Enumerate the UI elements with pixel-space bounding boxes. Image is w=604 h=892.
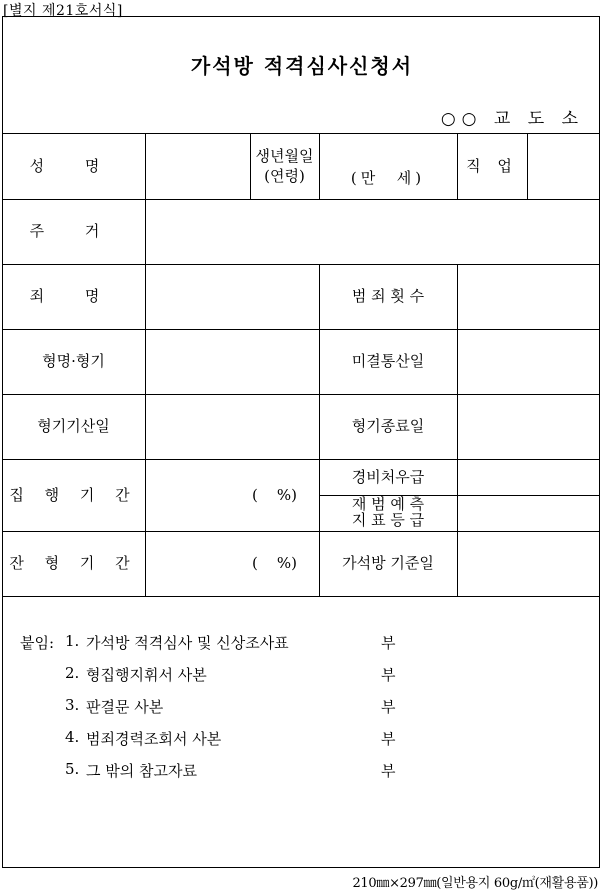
label-age: (연령) <box>264 167 305 185</box>
attachment-no: 4. <box>65 728 80 746</box>
attachment-text: 판결문 사본 <box>86 698 164 716</box>
label-recidivism <box>319 495 457 531</box>
attachment-no: 5. <box>65 760 80 778</box>
col-line <box>527 133 528 199</box>
institution-name: ○○ 교 도 소 <box>440 109 584 129</box>
age-field: (만 세) <box>350 168 426 187</box>
attachment-no: 1. <box>65 632 80 650</box>
form-number: [별지 제21호서식] <box>3 3 123 19</box>
table-bottom-line <box>2 596 600 597</box>
label-crime: 죄 명 <box>29 287 118 306</box>
served-percent: ( %) <box>251 485 298 504</box>
label-parole-base: 가석방 기준일 <box>342 554 434 573</box>
label-sentence: 형명·형기 <box>42 352 105 371</box>
label-served: 집 행 기 간 <box>9 485 138 504</box>
label-crime-count: 범 죄 횟 수 <box>351 287 425 306</box>
attachment-text: 가석방 적격심사 및 신상조사표 <box>86 634 289 652</box>
label-address: 주 거 <box>29 222 118 241</box>
label-recidivism-line2: 지 표 등 급 <box>351 511 425 529</box>
label-name: 성 명 <box>29 156 118 175</box>
attachment-no: 2. <box>65 664 80 682</box>
attachment-unit: 부 <box>381 698 396 716</box>
form-title: 가석방 적격심사신청서 <box>190 54 414 78</box>
attachment-unit: 부 <box>381 666 396 684</box>
attachment-text: 그 밖의 참고자료 <box>86 762 197 780</box>
label-term-start: 형기기산일 <box>37 417 110 436</box>
attachment-text: 형집행지휘서 사본 <box>86 666 207 684</box>
label-job: 직 업 <box>466 156 518 175</box>
attachment-unit: 부 <box>381 730 396 748</box>
attachment-unit: 부 <box>381 634 396 652</box>
label-recidivism-line1: 재 범 예 측 <box>351 495 425 514</box>
attachments-prefix: 붙임: <box>20 634 55 652</box>
attachment-no: 3. <box>65 696 80 714</box>
remaining-percent: ( %) <box>251 554 298 573</box>
label-birth-date: 생년월일 <box>255 146 314 165</box>
paper-spec: 210㎜×297㎜(일반용지 60g/㎡(재활용품)) <box>352 876 598 891</box>
label-term-end: 형기종료일 <box>351 417 425 436</box>
col-line <box>145 133 146 596</box>
attachment-text: 범죄경력조회서 사본 <box>86 730 222 748</box>
col-line <box>457 264 458 596</box>
label-remaining: 잔 형 기 간 <box>9 554 138 573</box>
attachment-unit: 부 <box>381 762 396 780</box>
label-guard-level: 경비처우급 <box>351 467 425 486</box>
label-unconfined-days: 미결통산일 <box>351 352 425 371</box>
label-birth <box>250 136 319 196</box>
